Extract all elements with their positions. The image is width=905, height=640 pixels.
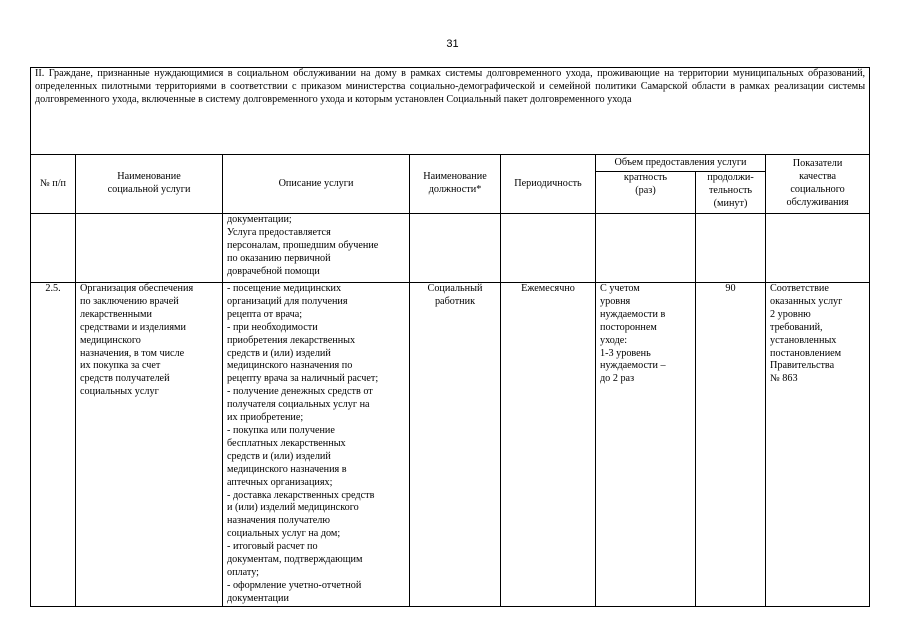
row-description: документации; Услуга предоставляется персоналам, прошедшим обучение по оказанию первичной доврачебной помощи: [223, 214, 410, 283]
header-description: Описание услуги: [223, 155, 410, 214]
header-row-1: [31, 155, 870, 172]
row-position: Социальный работник: [410, 283, 501, 607]
section-title-row: [31, 68, 870, 155]
row-description: - посещение медицинских организаций для получения рецепта от врача; - при необходимости приобретения лекарственных средств и (или) изделий медицинского назначения по рецепту врача за наличный расчет; - получение денежных средств от получателя социальных услуг на их приобретение; - покупка или получение бесплатных лекарственных средств и (или) изделий медицинского назначения в аптечных организациях; - доставка лекарственных средств и (или) изделий медицинского назначения получателю социальных услуг на дом; - итоговый расчет по документам, подтверждающим оплату; - оформление учетно-отчетной документации: [223, 283, 410, 607]
header-num: № п/п: [31, 155, 76, 214]
row-quality: [766, 214, 870, 283]
header-duration: продолжи- тельность (минут): [696, 172, 766, 214]
services-table: [30, 67, 870, 607]
row-num: 2.5.: [31, 283, 76, 607]
header-periodicity: Периодичность: [501, 155, 596, 214]
header-quality: Показатели качества социального обслуживания: [766, 155, 870, 214]
header-service-name: Наименование социальной услуги: [76, 155, 223, 214]
row-periodicity: Ежемесячно: [501, 283, 596, 607]
row-position: [410, 214, 501, 283]
row-service-name: [76, 214, 223, 283]
row-multiplicity: С учетом уровня нуждаемости в постороннем уходе: 1-3 уровень нуждаемости – до 2 раз: [596, 283, 696, 607]
section-title: II. Граждане, признанные нуждающимися в социальном обслуживании на дому в рамках системы долговременного ухода, проживающие на территории муниципальных образований, определенных пилотными территориями в соответствии с приказом министерства социально-демографической и семейной политики Самарской области в рамках реализации системы долговременного ухода, включенные в систему долговременного ухода и которым установлен Социальный пакет долговременного ухода: [31, 68, 870, 155]
row-multiplicity: [596, 214, 696, 283]
page-number: 31: [446, 38, 459, 50]
table-row: [31, 283, 870, 607]
row-quality: Соответствие оказанных услуг 2 уровню требований, установленных постановлением Правительства № 863: [766, 283, 870, 607]
table-row: [31, 214, 870, 283]
row-duration: 90: [696, 283, 766, 607]
row-duration: [696, 214, 766, 283]
header-volume-group: Объем предоставления услуги: [596, 155, 766, 172]
row-periodicity: [501, 214, 596, 283]
row-num: [31, 214, 76, 283]
header-position: Наименование должности*: [410, 155, 501, 214]
header-multiplicity: кратность (раз): [596, 172, 696, 214]
row-service-name: Организация обеспечения по заключению врачей лекарственными средствами и изделиями медицинского назначения, в том числе их покупка за счет средств получателей социальных услуг: [76, 283, 223, 607]
